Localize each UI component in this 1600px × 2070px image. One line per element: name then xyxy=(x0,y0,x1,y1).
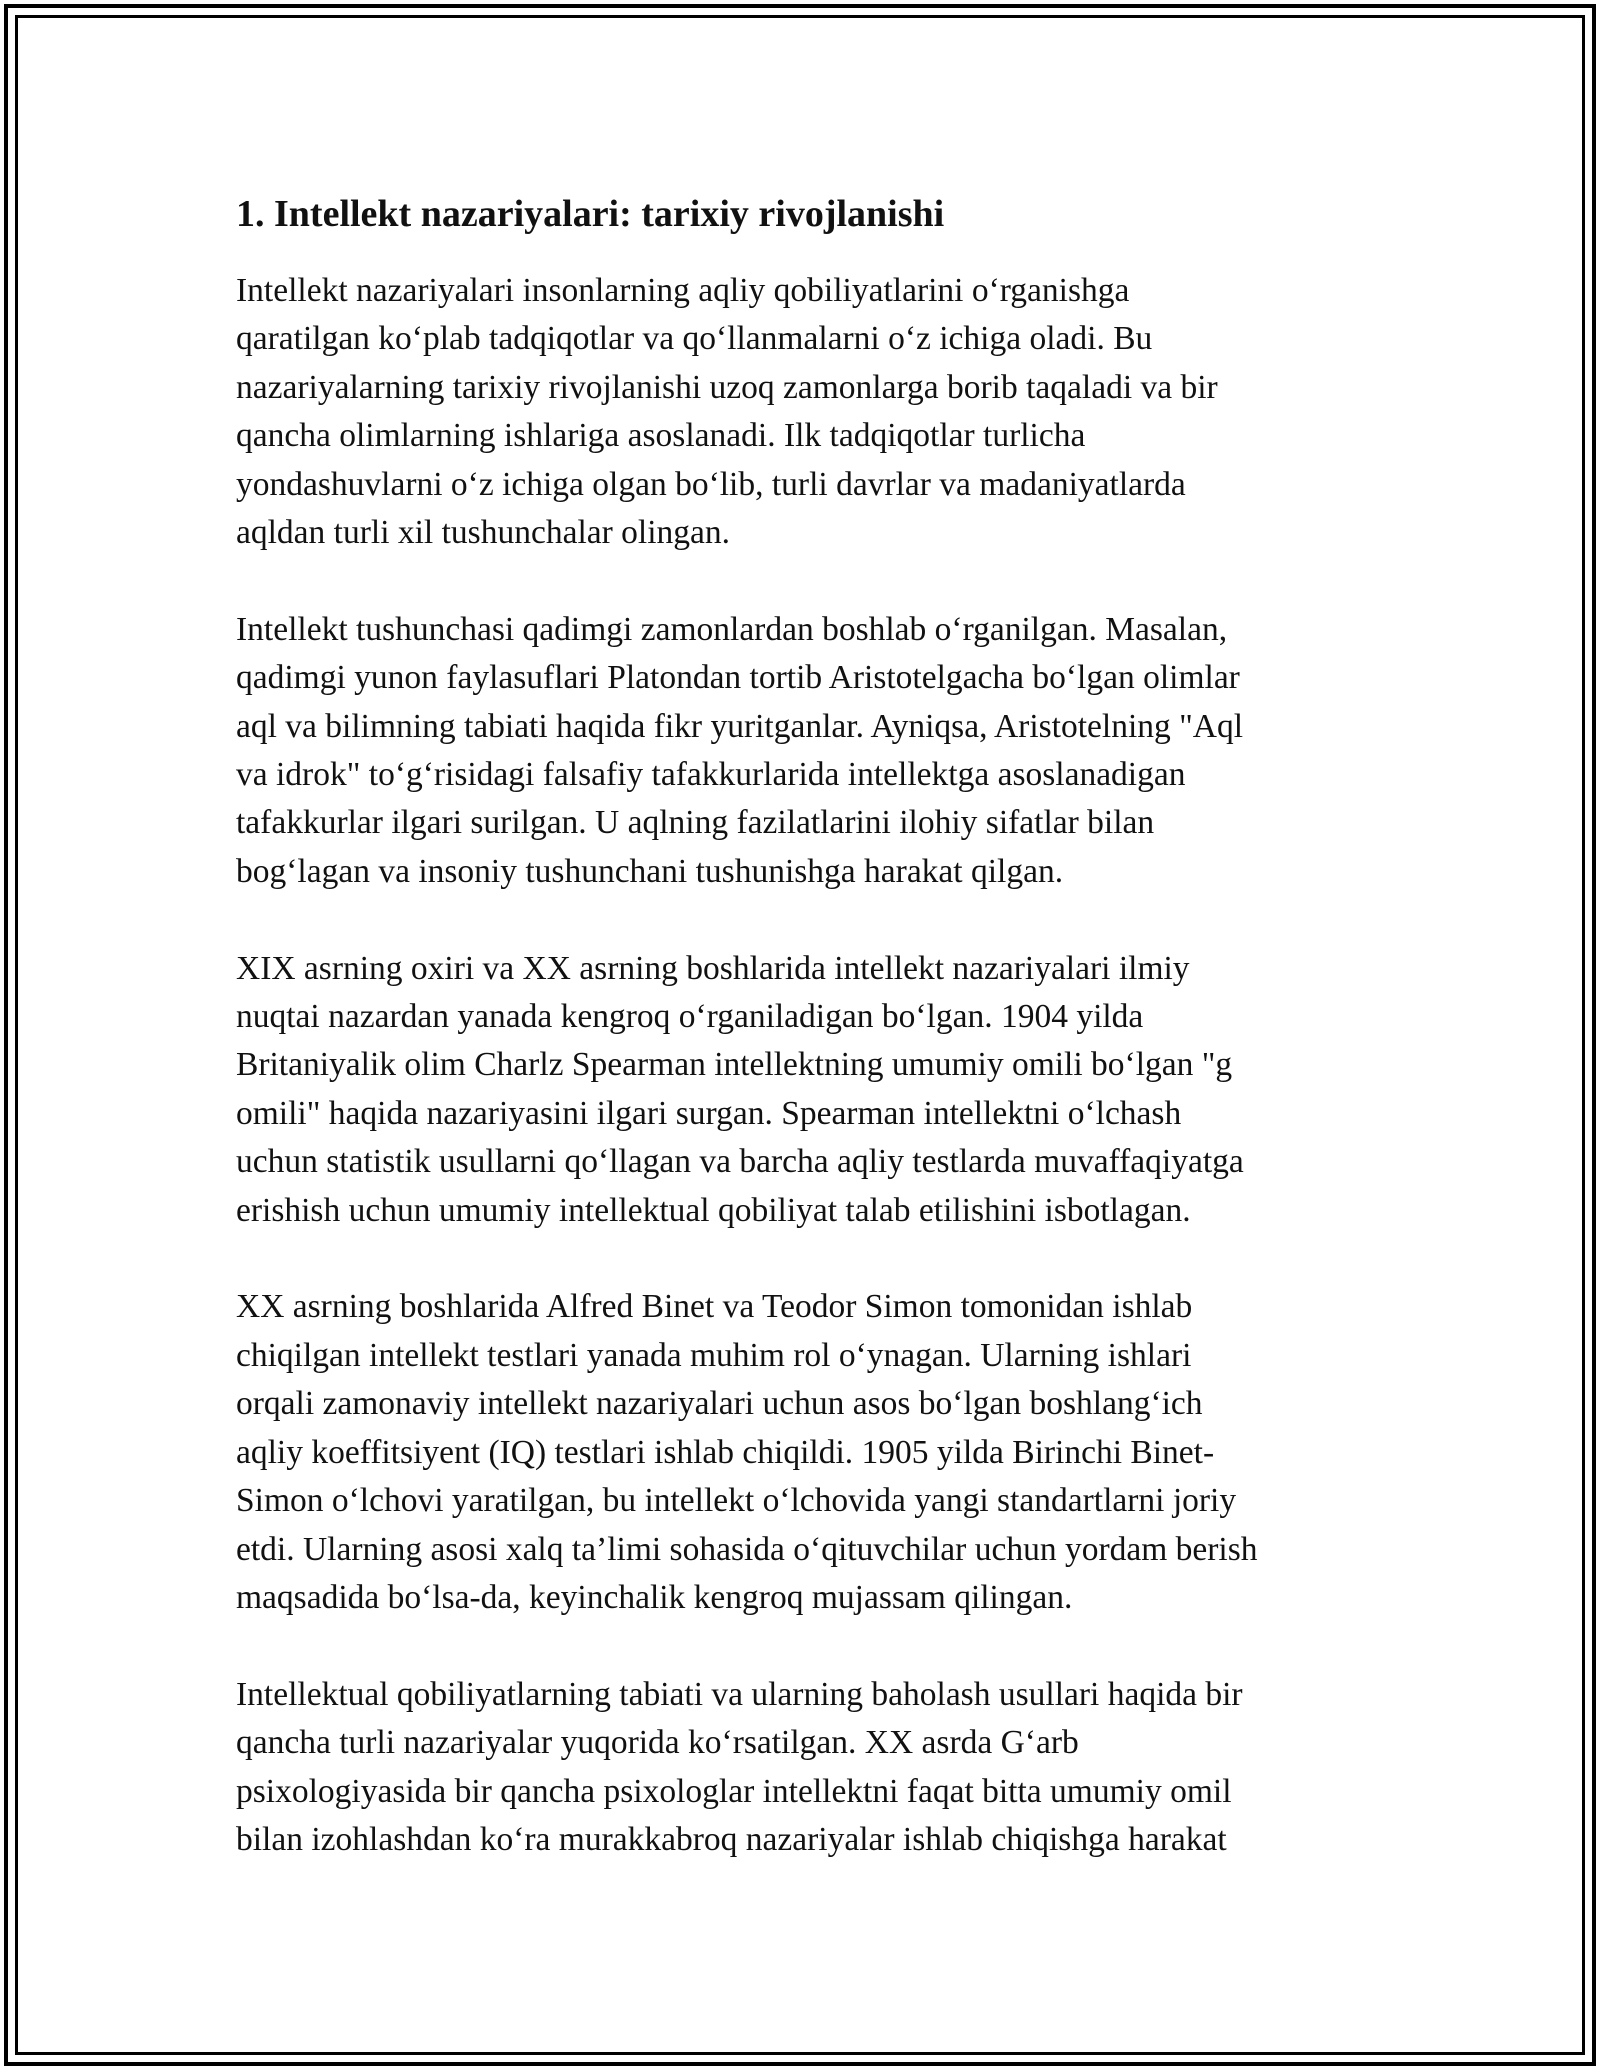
text-line: aql va bilimning tabiati haqida fikr yuritganlar. Ayniqsa, Aristotelning "Aql xyxy=(236,707,1244,745)
text-line: aqldan turli xil tushunchalar olingan. xyxy=(236,514,731,552)
text-line: nazariyalarning tarixiy rivojlanishi uzoq zamonlarga borib taqaladi va bir xyxy=(236,368,1218,406)
text-line: qadimgi yunon faylasuflari Platondan tortib Aristotelgacha bo‘lgan olimlar xyxy=(236,659,1240,697)
text-line: bog‘lagan va insoniy tushunchani tushunishga harakat qilgan. xyxy=(236,852,1064,890)
text-line: yondashuvlarni o‘z ichiga olgan bo‘lib, turli davrlar va madaniyatlarda xyxy=(236,465,1186,503)
text-line: va idrok" to‘g‘risidagi falsafiy tafakkurlarida intellektga asoslanadigan xyxy=(236,756,1186,794)
text-line: nuqtai nazardan yanada kengroq o‘rganiladigan bo‘lgan. 1904 yilda xyxy=(236,998,1144,1036)
text-line: bilan izohlashdan ko‘ra murakkabroq nazariyalar ishlab chiqishga harakat xyxy=(236,1820,1227,1858)
text-line: aqliy koeffitsiyent (IQ) testlari ishlab chiqildi. 1905 yilda Birinchi Binet- xyxy=(236,1433,1215,1471)
text-line: tafakkurlar ilgari surilgan. U aqlning fazilatlarini ilohiy sifatlar bilan xyxy=(236,804,1155,842)
text-line: uchun statistik usullarni qo‘llagan va barcha aqliy testlarda muvaffaqiyatga xyxy=(236,1143,1244,1181)
text-line: qancha olimlarning ishlariga asoslanadi. Ilk tadqiqotlar turlicha xyxy=(236,417,1086,455)
paragraph-2 xyxy=(236,606,1366,896)
text-line: erishish uchun umumiy intellektual qobiliyat talab etilishini isbotlagan. xyxy=(236,1191,1191,1229)
paragraph-3 xyxy=(236,945,1366,1235)
text-line: orqali zamonaviy intellekt nazariyalari uchun asos bo‘lgan boshlang‘ich xyxy=(236,1385,1203,1423)
document-content xyxy=(236,185,1366,1913)
text-line: XX asrning boshlarida Alfred Binet va Teodor Simon tomonidan ishlab xyxy=(236,1288,1193,1326)
text-line: etdi. Ularning asosi xalq ta’limi sohasida o‘qituvchilar uchun yordam berish xyxy=(236,1530,1258,1568)
text-line: qaratilgan ko‘plab tadqiqotlar va qo‘llanmalarni o‘z ichiga oladi. Bu xyxy=(236,320,1153,358)
text-line: Intellekt nazariyalari insonlarning aqliy qobiliyatlarini o‘rganishga xyxy=(236,272,1130,309)
text-line: Intellektual qobiliyatlarning tabiati va ularning baholash usullari haqida bir xyxy=(236,1675,1243,1713)
text-line: Intellekt tushunchasi qadimgi zamonlardan boshlab o‘rganilgan. Masalan, xyxy=(236,610,1228,648)
text-line: Simon o‘lchovi yaratilgan, bu intellekt o‘lchovida yangi standartlarni joriy xyxy=(236,1482,1237,1520)
section-heading: 1. Intellekt nazariyalari: tarixiy rivojlanishi xyxy=(236,193,945,235)
paragraph-1 xyxy=(236,267,1366,557)
text-line: omili" haqida nazariyasini ilgari surgan. Spearman intellektni o‘lchash xyxy=(236,1094,1182,1132)
text-line: chiqilgan intellekt testlari yanada muhim rol o‘ynagan. Ularning ishlari xyxy=(236,1336,1192,1374)
text-line: psixologiyasida bir qancha psixologlar intellektni faqat bitta umumiy omil xyxy=(236,1772,1232,1810)
text-line: XIX asrning oxiri va XX asrning boshlarida intellekt nazariyalari ilmiy xyxy=(236,949,1190,987)
text-line: qancha turli nazariyalar yuqorida ko‘rsatilgan. XX asrda G‘arb xyxy=(236,1724,1079,1762)
text-line: maqsadida bo‘lsa-da, keyinchalik kengroq mujassam qilingan. xyxy=(236,1578,1073,1616)
paragraph-5 xyxy=(236,1671,1366,1865)
text-line: Britaniyalik olim Charlz Spearman intellektning umumiy omili bo‘lgan "g xyxy=(236,1046,1233,1084)
paragraph-4 xyxy=(236,1283,1366,1622)
